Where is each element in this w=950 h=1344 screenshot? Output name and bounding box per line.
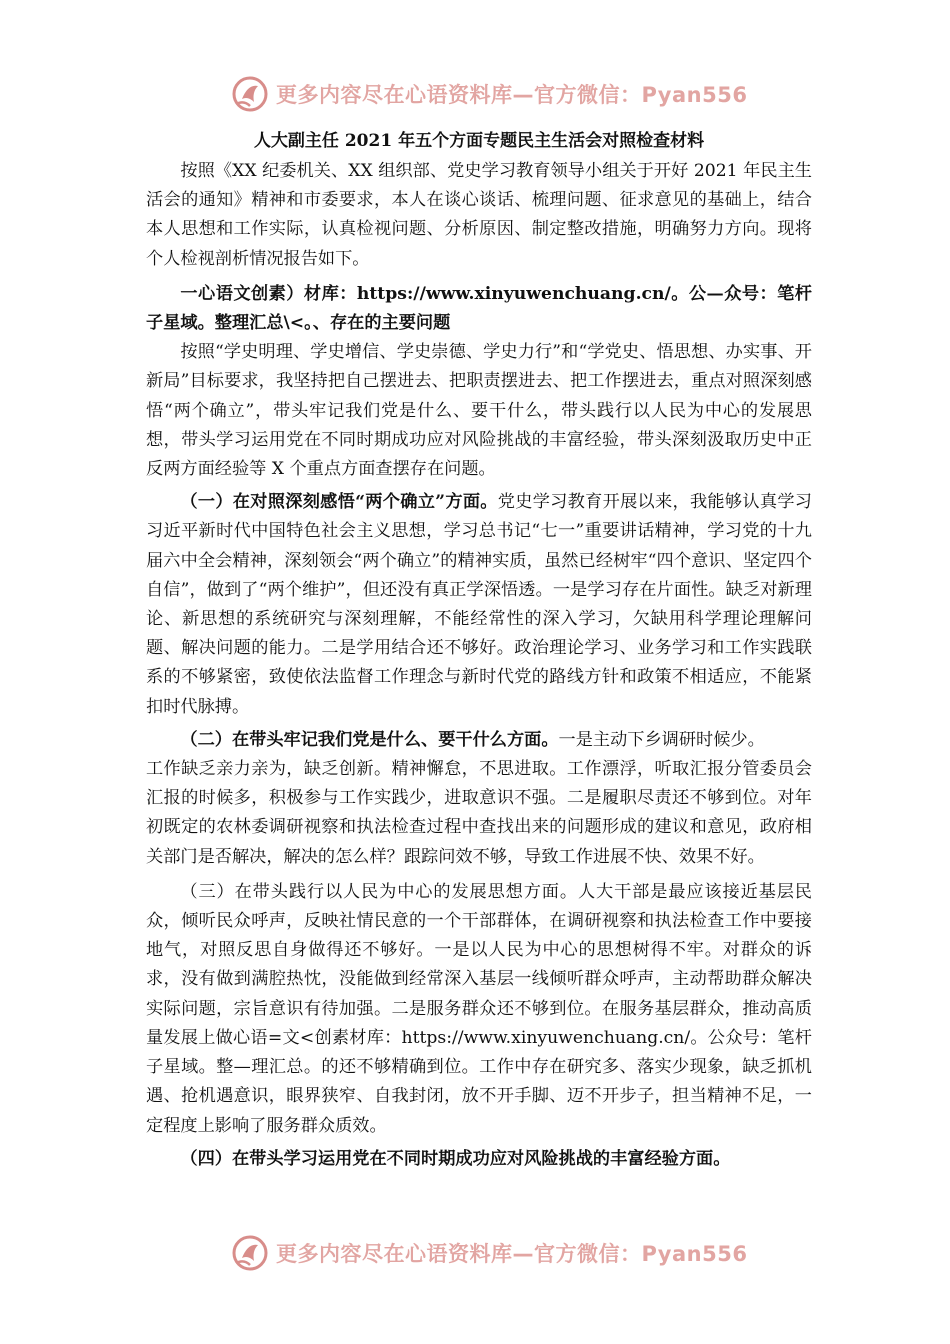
section-intro-paragraph: 按照“学史明理、学史增信、学史崇德、学史力行”和“学党史、悟思想、办实事、开新局”目标要求，我坚持把自己摆进去、把职责摆进去、把工作摆进去，重点对照深刻感悟“两个确立”，带头牢记我们党是什么、要干什么，带头践行以人民为中心的发展思想，带头学习运用党在不同时期成功应对风险挑战的丰富经验，带头深刻汲取历史中正反两方面经验等 X 个重点方面查摆存在问题。 bbox=[146, 342, 812, 480]
logo-icon bbox=[230, 74, 270, 114]
item-2-body-paragraph: 工作缺乏亲力亲为，缺乏创新。精神懈怠，不思进取。工作漂浮，听取汇报分管委员会汇报的时候多，积极参与工作实践少，进取意识不强。二是履职尽责还不够到位。对年初既定的农林委调研视察和执法检查过程中查找出来的问题形成的建议和意见，政府相关部门是否解决，解决的怎么样？跟踪问效不够，导致工作进展不快、效果不好。 bbox=[146, 759, 812, 867]
header-banner-text: 更多内容尽在心语资料库—官方微信：Pyan556 bbox=[276, 83, 748, 107]
logo-icon bbox=[230, 1233, 270, 1273]
item-2-body-first: 一是主动下乡调研时候少。 bbox=[558, 729, 765, 750]
item-3-paragraph: （三）在带头践行以人民为中心的发展思想方面。人大干部是最应该接近基层民众，倾听民众呼声，反映社情民意的一个干部群体，在调研视察和执法检查工作中要接地气，对照反思自身做得还不够好。一是以人民为中心的思想树得不牢。对群众的诉求，没有做到满腔热忱，没能做到经常深入基层一线倾听群众呼声，主动帮助群众解决实际问题，宗旨意识有待加强。二是服务群众还不够到位。在服务基层群众，推动高质量发展上做心语=文<创素材库：https://www.xinyuwenchuang.cn/。公众号：笔杆子星域。整—理汇总。的还不够精确到位。工作中存在研究多、落实少现象，缺乏抓机遇、抢机遇意识，眼界狭窄、自我封闭，放不开手脚、迈不开步子，担当精神不足，一定程度上影响了服务群众质效。 bbox=[146, 881, 812, 1136]
item-1-body: 党史学习教育开展以来，我能够认真学习习近平新时代中国特色社会主义思想，学习总书记“七一”重要讲话精神，学习党的十九届六中全会精神，深刻领会“两个确立”的精神实质，虽然已经树牢“四个意识、坚定四个自信”，做到了“两个维护”，但还没有真正学深悟透。一是学习存在片面性。缺乏对新理论、新思想的系统研究与深刻理解，不能经常性的深入学习，欠缺用科学理论理解问题、解决问题的能力。二是学用结合还不够好。政治理论学习、业务学习和工作实践联系的不够紧密，致使依法监督工作理念与新时代党的路线方针和政策不相适应，不能紧扣时代脉搏。 bbox=[146, 492, 812, 717]
document-body bbox=[146, 126, 812, 1174]
item-1-heading: （一）在对照深刻感悟“两个确立”方面。 bbox=[180, 492, 498, 513]
intro-paragraph: 按照《XX 纪委机关、XX 组织部、党史学习教育领导小组关于开好 2021 年民主生活会的通知》精神和市委要求，本人在谈心谈话、梳理问题、征求意见的基础上，结合本人思想和工作实际，认真检视问题、分析原因、制定整改措施，明确努力方向。现将个人检视剖析情况报告如下。 bbox=[146, 161, 812, 269]
document-title: 人大副主任 2021 年五个方面专题民主生活会对照检查材料 bbox=[253, 131, 705, 151]
item-2-heading: （二）在带头牢记我们党是什么、要干什么方面。 bbox=[180, 729, 559, 750]
header-banner bbox=[230, 72, 747, 116]
footer-banner bbox=[230, 1231, 747, 1275]
item-2-first-line bbox=[146, 726, 812, 755]
footer-banner-text: 更多内容尽在心语资料库—官方微信：Pyan556 bbox=[276, 1242, 748, 1266]
section-heading: 一心语文创素）材库：https://www.xinyuwenchuang.cn/。公—众号：笔杆子星域。整理汇总\<。、存在的主要问题 bbox=[146, 283, 812, 334]
item-4-heading: （四）在带头学习运用党在不同时期成功应对风险挑战的丰富经验方面。 bbox=[180, 1148, 731, 1169]
item-1-paragraph bbox=[146, 488, 812, 722]
